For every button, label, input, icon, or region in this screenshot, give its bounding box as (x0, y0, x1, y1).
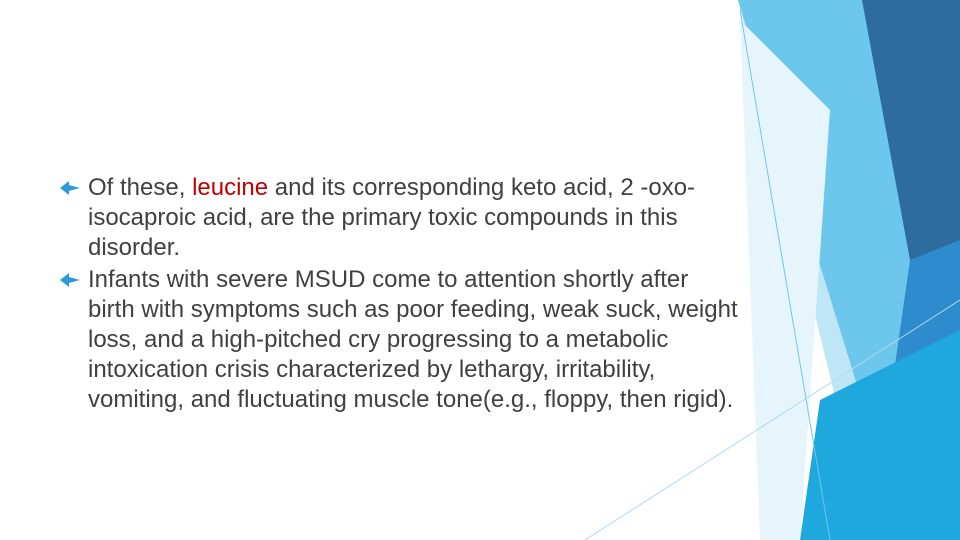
bullet-text-continued: and its corresponding keto acid, 2 -oxo-isocaproic acid, are the primary toxic compounds in this disorder. (88, 174, 696, 261)
bullet-text: Of these, (88, 174, 193, 201)
diamond-arrow-icon (60, 181, 80, 195)
bullet-item (60, 265, 740, 415)
highlighted-term: leucine (192, 174, 269, 201)
diamond-arrow-icon (60, 273, 80, 287)
bullet-item (60, 173, 740, 263)
slide-body (60, 173, 740, 417)
bullet-text: Infants with severe MSUD come to attention shortly after birth with symptoms such as poor feeding, weak suck, weight loss, and a high-pitched cry progressing to a metabolic intoxication crisis characterized by lethargy, irritability, vomiting, and fluctuating muscle tone(e.g., floppy, then rigid). (88, 266, 738, 413)
